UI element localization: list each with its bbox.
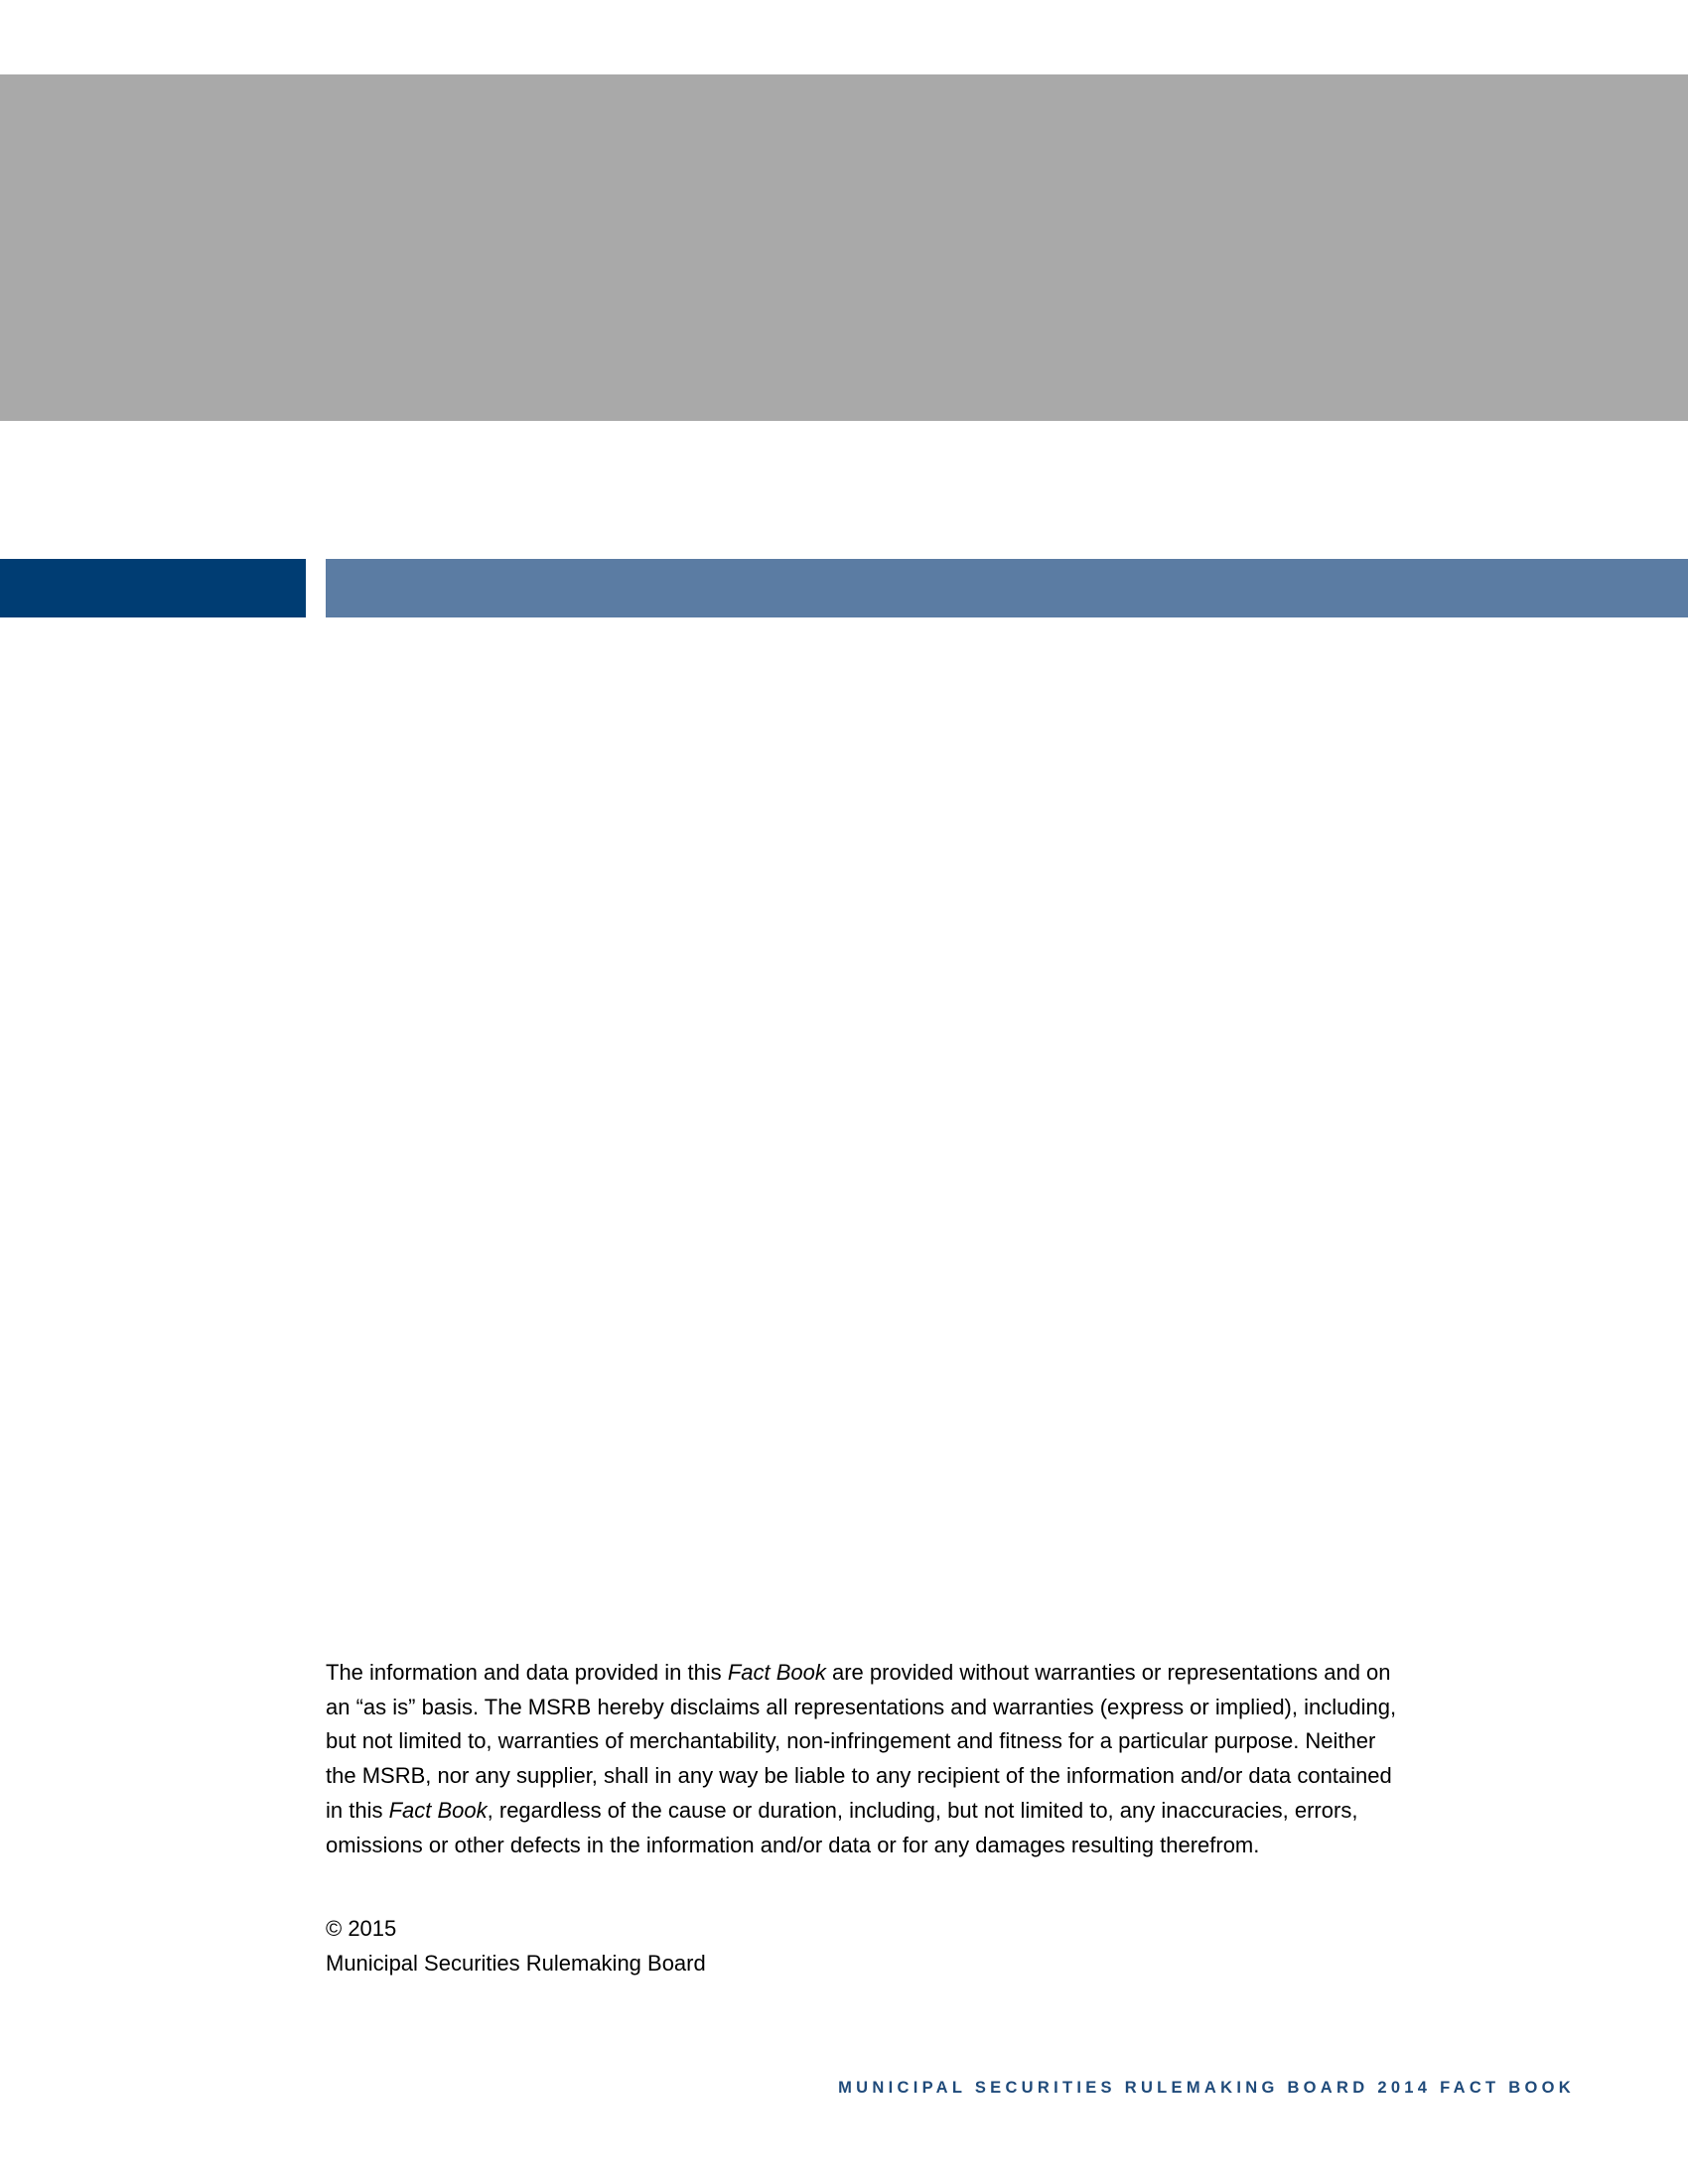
copyright-year: © 2015 [326,1916,397,1941]
disclaimer-text-2: are provided without warranties or representations and on an “as is” basis. The MSRB hereby disclaims all representations and warranties (express or implied), including, but not limited to, warranties of merchantability, non-infringement and fitness for a particular purpose. Neither the MSRB, nor any supplier, shall in any way be liable to any recipient of the information and/or data contained in this [326,1660,1397,1823]
accent-bar-light [326,559,1688,617]
disclaimer-fact-book-title-2: Fact Book [388,1797,488,1823]
footer-running-title: MUNICIPAL SECURITIES RULEMAKING BOARD 2014 FACT BOOK [838,2079,1575,2097]
disclaimer-paragraph [326,1656,1398,1862]
accent-bar-dark [0,559,306,617]
copyright-block [326,1912,1219,1980]
top-gray-band [0,74,1688,421]
disclaimer-text-3: , regardless of the cause or duration, including, but not limited to, any inaccuracies, errors, omissions or other defects in the information and/or data or for any damages resulting therefrom. [326,1797,1358,1857]
copyright-organization: Municipal Securities Rulemaking Board [326,1950,706,1976]
disclaimer-text-1: The information and data provided in this [326,1660,728,1685]
disclaimer-fact-book-title-1: Fact Book [727,1660,826,1685]
